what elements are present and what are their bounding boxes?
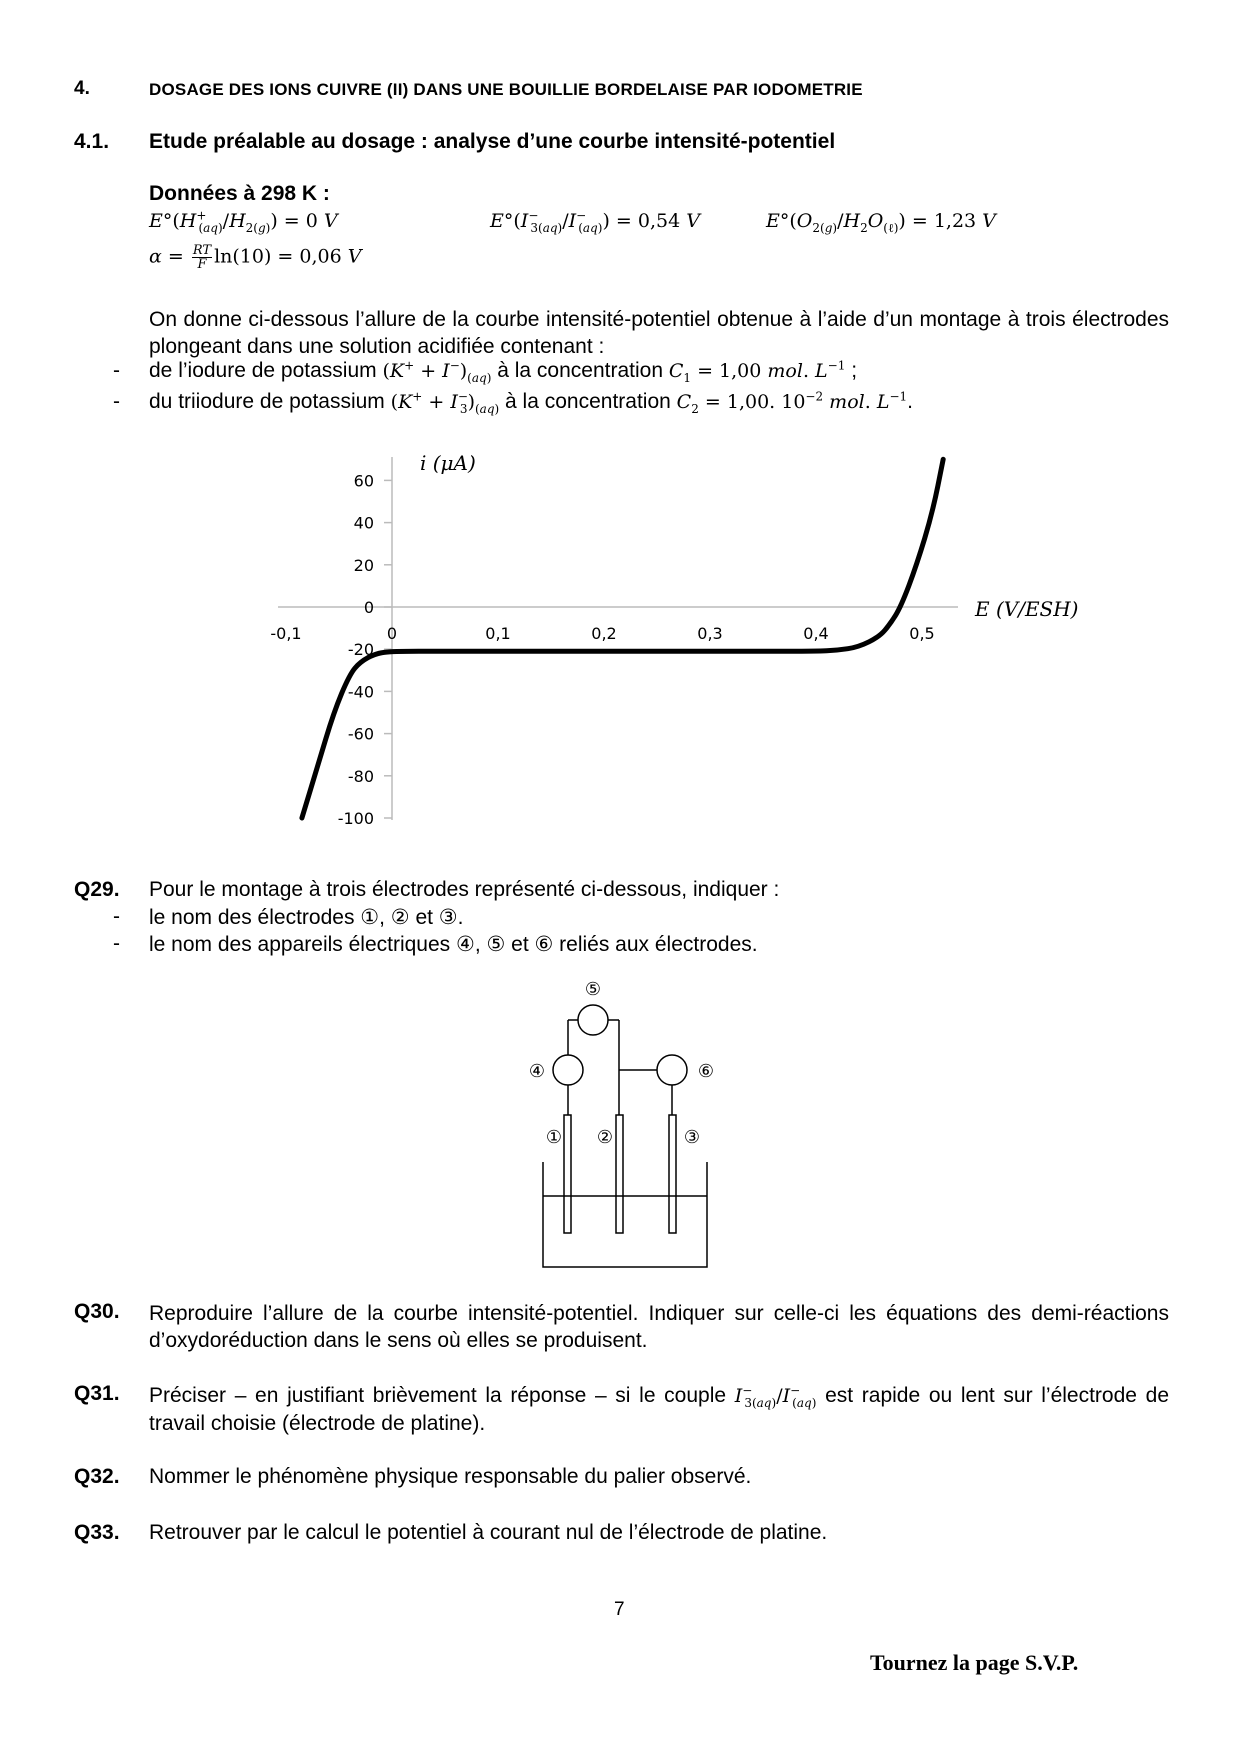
formula-alpha: α = $\frac{RT}{F}$ ln(10) = 0,06 V (149, 243, 362, 272)
x-tick-label: 0 (386, 624, 398, 643)
subsection-number: 4.1. (74, 130, 110, 153)
y-tick-label: -40 (347, 682, 374, 702)
section-number: 4. (74, 78, 90, 99)
y-tick-label: -100 (337, 809, 374, 828)
q33-label: Q33. (74, 1521, 120, 1544)
q29-item-1: le nom des électrodes ①, ② et ③. (149, 906, 464, 929)
bullet-dash: - (113, 905, 120, 928)
x-tick-label: 0,4 (803, 624, 829, 643)
q32-text: Nommer le phénomène physique responsable du palier observé. (149, 1465, 752, 1488)
label-5: ⑤ (584, 979, 602, 1000)
label-6: ⑥ (697, 1061, 715, 1082)
electrode-3 (669, 1115, 676, 1233)
label-4: ④ (528, 1061, 546, 1082)
device-5 (578, 1005, 608, 1035)
y-tick-label: 60 (353, 471, 374, 491)
formula-h2: $E^\circ(H^+_{(aq)}/H_{2(g)}) = 0$ V (149, 208, 338, 235)
label-3: ③ (683, 1127, 701, 1148)
data-heading: Données à 298 K : (149, 182, 330, 205)
x-axis-label: E (V/ESH) (975, 597, 1079, 621)
turn-page-note: Tournez la page S.V.P. (870, 1650, 1079, 1675)
y-tick-label: 40 (353, 513, 374, 533)
y-tick-label: -60 (347, 724, 374, 744)
subsection-title: Etude préalable au dosage : analyse d’une courbe intensité-potentiel (149, 130, 836, 153)
y-tick-label: 20 (353, 555, 374, 575)
device-4 (553, 1055, 583, 1085)
q31-label: Q31. (74, 1382, 120, 1405)
formula-i3: $E^\circ(I^-_{3(aq)}/I^-_{(aq)}) = 0,54$ V (490, 208, 700, 235)
bullet-dash: - (113, 390, 120, 413)
q30-text: Reproduire l’allure de la courbe intensité-potentiel. Indiquer sur celle-ci les équations des demi-réactions d’oxydoréduction dans le sens où elles se produisent. (149, 1302, 1169, 1352)
y-axis-label: i (μA) (420, 451, 476, 475)
intro-paragraph: On donne ci-dessous l’allure de la courbe intensité-potentiel obtenue à l’aide d’un montage à trois électrodes plongeant dans une solution acidifiée contenant : (149, 308, 1169, 358)
device-6 (657, 1055, 687, 1085)
formula-o2: $E^\circ(O_{2(g)}/H_2O_{(\ell)}) = 1,23$ V (766, 210, 996, 235)
x-tick-label: 0,3 (697, 624, 723, 643)
page-number: 7 (614, 1599, 625, 1620)
y-tick-label: -20 (347, 640, 374, 660)
intro-item-1: de l’iodure de potassium $(K^+ + I^-)_{(aq)}$ à la concentration $C_1 = 1,00$ mol. $L^{-1}$ ; (149, 358, 858, 385)
bullet-dash: - (113, 359, 120, 382)
q29-item-2: le nom des appareils électriques ④, ⑤ et ⑥ reliés aux électrodes. (149, 933, 758, 956)
q30-label: Q30. (74, 1300, 120, 1323)
q29-label: Q29. (74, 878, 120, 901)
x-tick-label: 0,2 (591, 624, 617, 643)
beaker (543, 1162, 707, 1267)
bullet-dash: - (113, 932, 120, 955)
q33-text: Retrouver par le calcul le potentiel à courant nul de l’électrode de platine. (149, 1521, 828, 1544)
iv-curve (302, 459, 943, 818)
label-1: ① (545, 1127, 563, 1148)
electrode-2 (616, 1115, 623, 1233)
q29-text: Pour le montage à trois électrodes représenté ci-dessous, indiquer : (149, 878, 780, 901)
x-tick-label: -0,1 (270, 624, 302, 643)
x-tick-label: 0,5 (909, 624, 935, 643)
y-tick-label: -80 (347, 766, 374, 786)
label-2: ② (596, 1127, 614, 1148)
y-tick-label: 0 (363, 598, 374, 617)
x-tick-label: 0,1 (485, 624, 511, 643)
section-title: DOSAGE DES IONS CUIVRE (II) DANS UNE BOUILLIE BORDELAISE PAR IODOMETRIE (149, 80, 863, 99)
q32-label: Q32. (74, 1465, 120, 1488)
q31-text: Préciser – en justifiant brièvement la réponse – si le couple $I^-_{3(aq)}/I^-_{(aq)}$ est rapide ou lent sur l’électrode de travail choisie (électrode de platine). (149, 1383, 1169, 1435)
electrode-1 (564, 1115, 571, 1233)
intro-item-2: du triiodure de potassium $(K^+ + I^-_3)_{(aq)}$ à la concentration $C_2 = 1,00$. $10^{-2}$ mol. $L^{-1}$. (149, 389, 913, 416)
three-electrode-diagram (520, 975, 740, 1275)
